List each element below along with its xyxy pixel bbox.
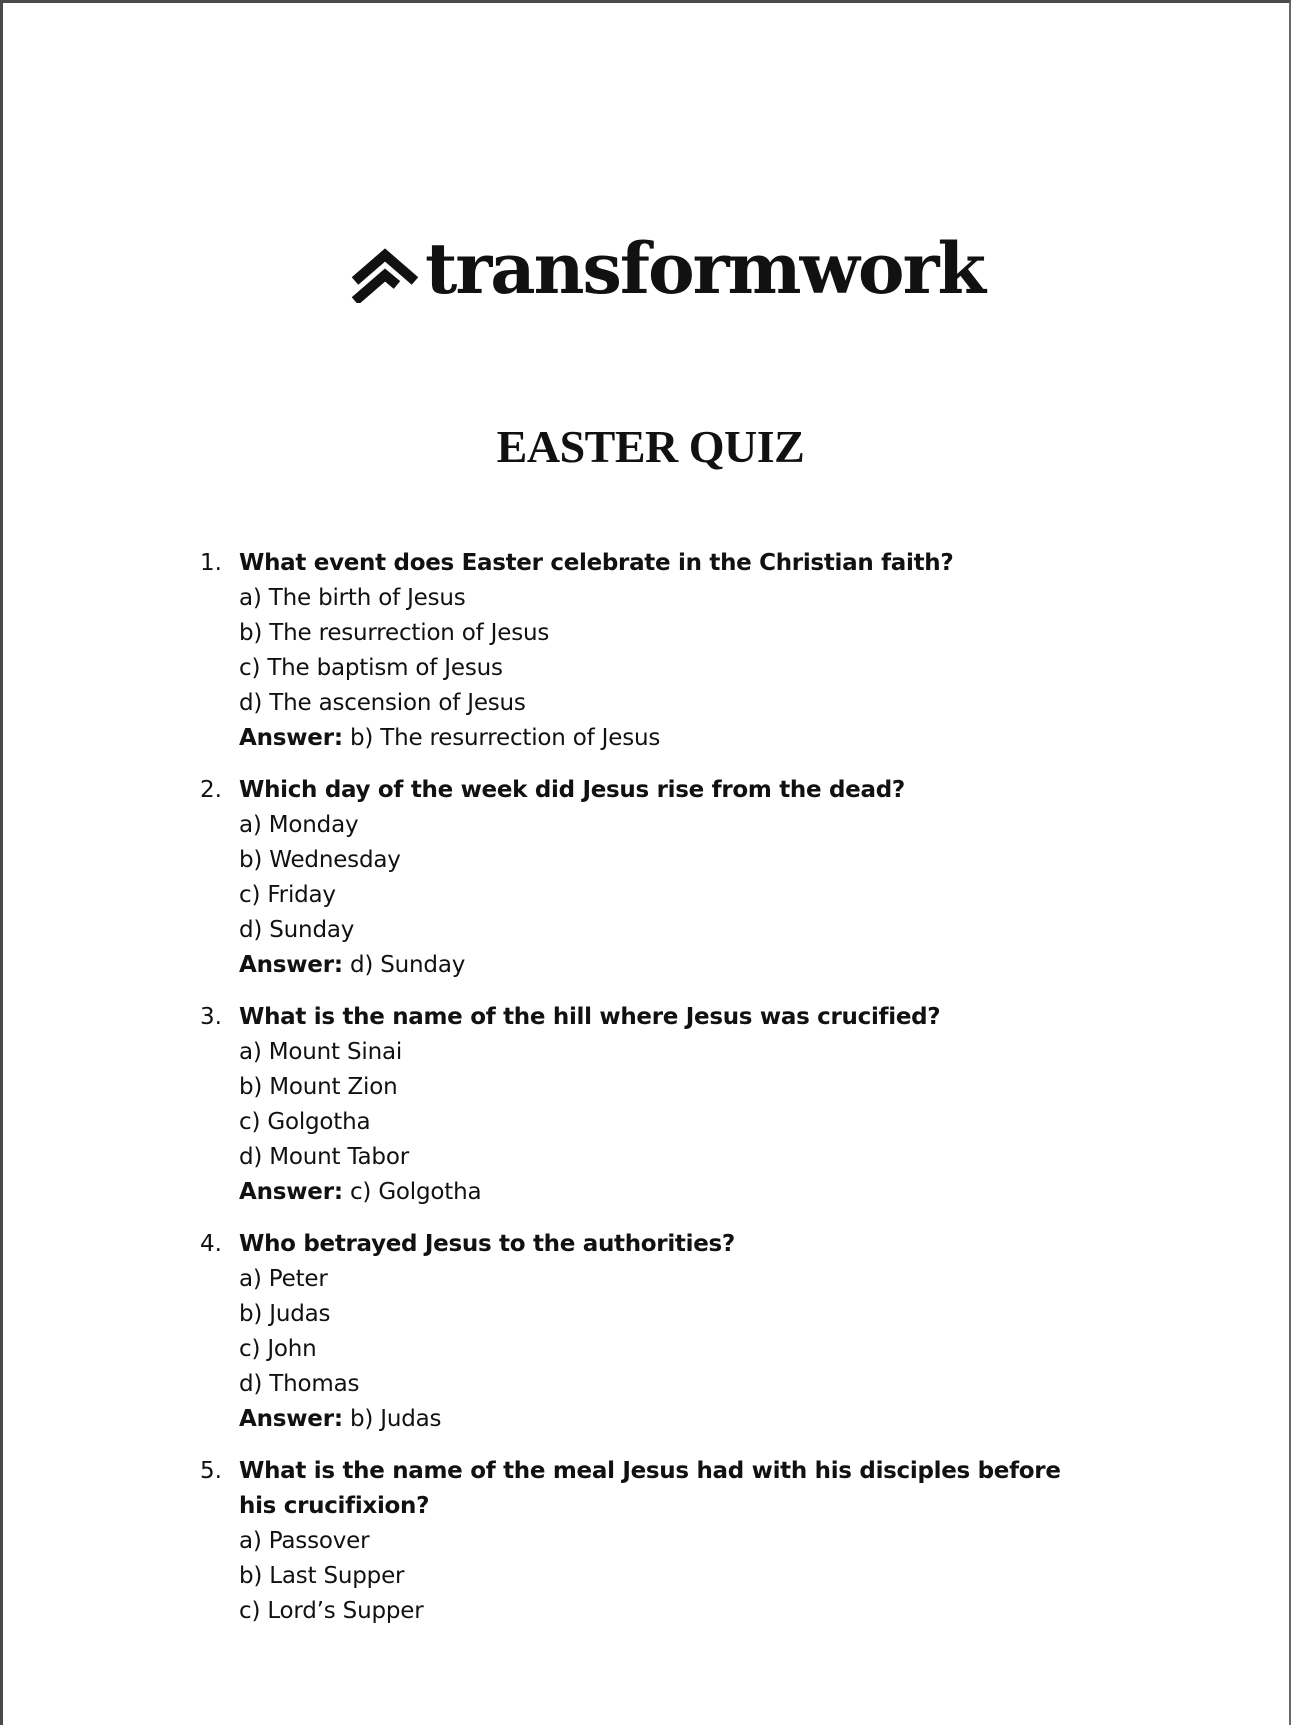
answer-option: a) Passover: [239, 1528, 370, 1554]
question-text: What event does Easter celebrate in the Christian faith?: [239, 550, 954, 576]
answer-option: d) Thomas: [239, 1371, 360, 1397]
answer-option: d) Sunday: [239, 917, 355, 943]
question-item: [199, 1000, 1099, 1210]
page-title: EASTER QUIZ: [496, 421, 805, 472]
answer-option: c) Golgotha: [239, 1109, 371, 1135]
answer-option: d) Mount Tabor: [239, 1144, 409, 1170]
answer-option: b) Mount Zion: [239, 1074, 398, 1100]
answer-label: Answer:: [239, 725, 343, 751]
answer-label: Answer:: [239, 952, 343, 978]
correct-answer: [239, 721, 1099, 756]
answer-option: b) Wednesday: [239, 847, 401, 873]
answer-option: a) Monday: [239, 812, 359, 838]
answer-label: Answer:: [239, 1406, 343, 1432]
answer-option: c) Lord’s Supper: [239, 1598, 424, 1624]
answer-option: c) John: [239, 1336, 317, 1362]
question-item: [199, 773, 1099, 983]
answer-value: c) Golgotha: [349, 1179, 482, 1205]
answer-option: a) The birth of Jesus: [239, 585, 466, 611]
answer-option: b) Last Supper: [239, 1563, 405, 1589]
question-item: [199, 546, 1099, 756]
question-number: 1.: [200, 550, 222, 576]
question-number: 2.: [200, 777, 222, 803]
correct-answer: [239, 1175, 1099, 1210]
answer-option: b) Judas: [239, 1301, 331, 1327]
question-item: [199, 1227, 1099, 1437]
question-number: 4.: [200, 1231, 222, 1257]
question-number: 5.: [200, 1458, 222, 1484]
question-number: 3.: [200, 1004, 222, 1030]
question-text: What is the name of the hill where Jesus was crucified?: [239, 1004, 941, 1030]
question-text: Which day of the week did Jesus rise from the dead?: [239, 777, 905, 803]
logo-wordmark: transformwork: [425, 227, 984, 310]
correct-answer: [239, 1402, 1099, 1437]
question-text: What is the name of the meal Jesus had with his disciples before his crucifixion?: [239, 1458, 1061, 1519]
answer-option: a) Peter: [239, 1266, 328, 1292]
answer-option: c) Friday: [239, 882, 336, 908]
answer-option: b) The resurrection of Jesus: [239, 620, 550, 646]
question-text: Who betrayed Jesus to the authorities?: [239, 1231, 735, 1257]
question-item: [199, 1454, 1099, 1629]
answer-option: d) The ascension of Jesus: [239, 690, 526, 716]
quiz-list: [199, 546, 1099, 1646]
answer-value: b) The resurrection of Jesus: [349, 725, 661, 751]
brand-logo: [349, 229, 984, 309]
answer-option: c) The baptism of Jesus: [239, 655, 503, 681]
correct-answer: [239, 948, 1099, 983]
double-chevron-up-icon: [349, 243, 421, 303]
answer-value: d) Sunday: [349, 952, 466, 978]
answer-label: Answer:: [239, 1179, 343, 1205]
answer-option: a) Mount Sinai: [239, 1039, 403, 1065]
answer-value: b) Judas: [349, 1406, 442, 1432]
